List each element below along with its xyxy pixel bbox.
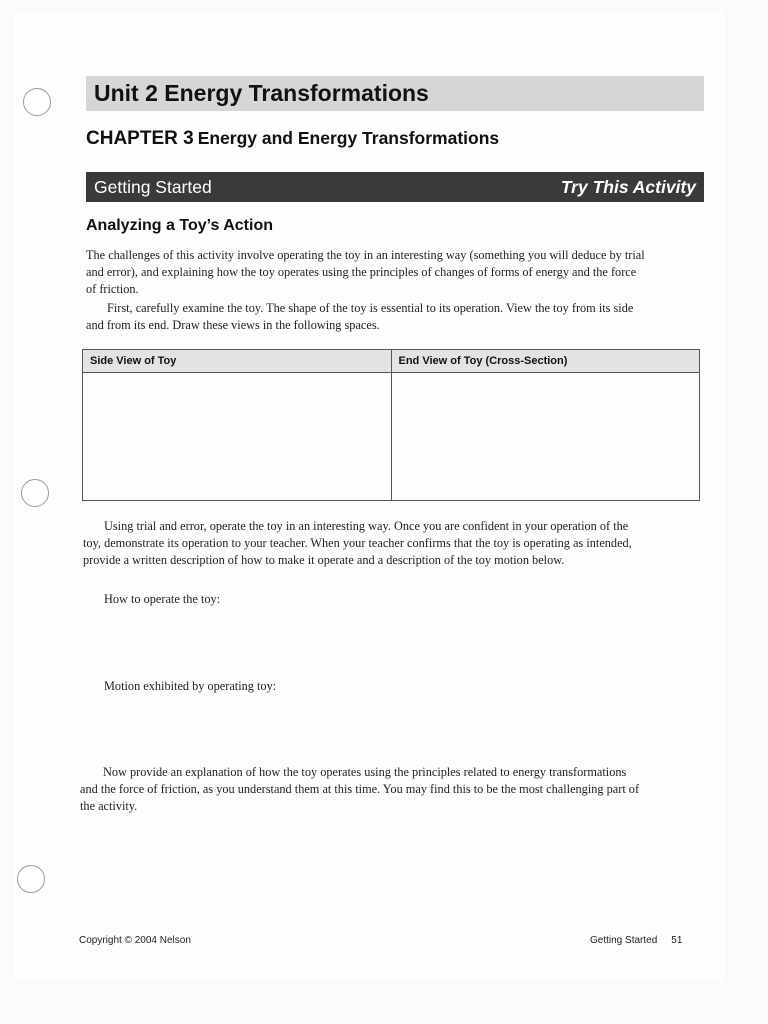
end-view-drawing-area[interactable] (391, 373, 700, 501)
unit-title: Unit 2 Energy Transformations (86, 76, 704, 111)
section-label: Getting Started (94, 177, 212, 197)
intro-paragraph: The challenges of this activity involve operating the toy in an interesting way (something you will deduce by trial and error), and explaining how the toy operates using the principles of changes of forms of energy and the force of friction. (86, 248, 645, 296)
chapter-number: CHAPTER 3 (86, 128, 194, 149)
footer-section: Getting Started (590, 935, 658, 946)
end-view-header: End View of Toy (Cross-Section) (391, 350, 700, 373)
side-view-header: Side View of Toy (83, 350, 392, 373)
side-view-drawing-area[interactable] (83, 373, 392, 501)
activity-type-label: Try This Activity (560, 177, 696, 197)
explain-paragraph: Now provide an explanation of how the toy operates using the principles related to energy transformations and the force of friction, as you understand them at this time. You may find this to be the most challenging part of the activity. (80, 765, 640, 813)
activity-title: Analyzing a Toy’s Action (86, 217, 273, 234)
page-number: 51 (671, 935, 683, 946)
chapter-heading (86, 128, 499, 150)
footer-page-info (590, 935, 682, 946)
footer-copyright: Copyright © 2004 Nelson (79, 935, 191, 946)
how-to-operate-prompt: How to operate the toy: (104, 592, 221, 606)
chapter-title: Energy and Energy Transformations (197, 128, 500, 148)
toy-views-table (82, 349, 700, 501)
motion-prompt: Motion exhibited by operating toy: (104, 679, 277, 693)
operate-paragraph: Using trial and error, operate the toy in an interesting way. Once you are confident in your operation of the toy, demonstrate its operation to your teacher. When your teacher confirms that the toy is operating as intended, provide a written description of how to make it operate and a description of the toy motion below. (83, 519, 632, 567)
examine-paragraph: First, carefully examine the toy. The shape of the toy is essential to its operation. View the toy from its side and from its end. Draw these views in the following spaces. (86, 301, 634, 332)
binder-hole (17, 865, 45, 893)
binder-hole (23, 88, 51, 116)
binder-hole (21, 479, 49, 507)
section-bar (86, 172, 704, 202)
